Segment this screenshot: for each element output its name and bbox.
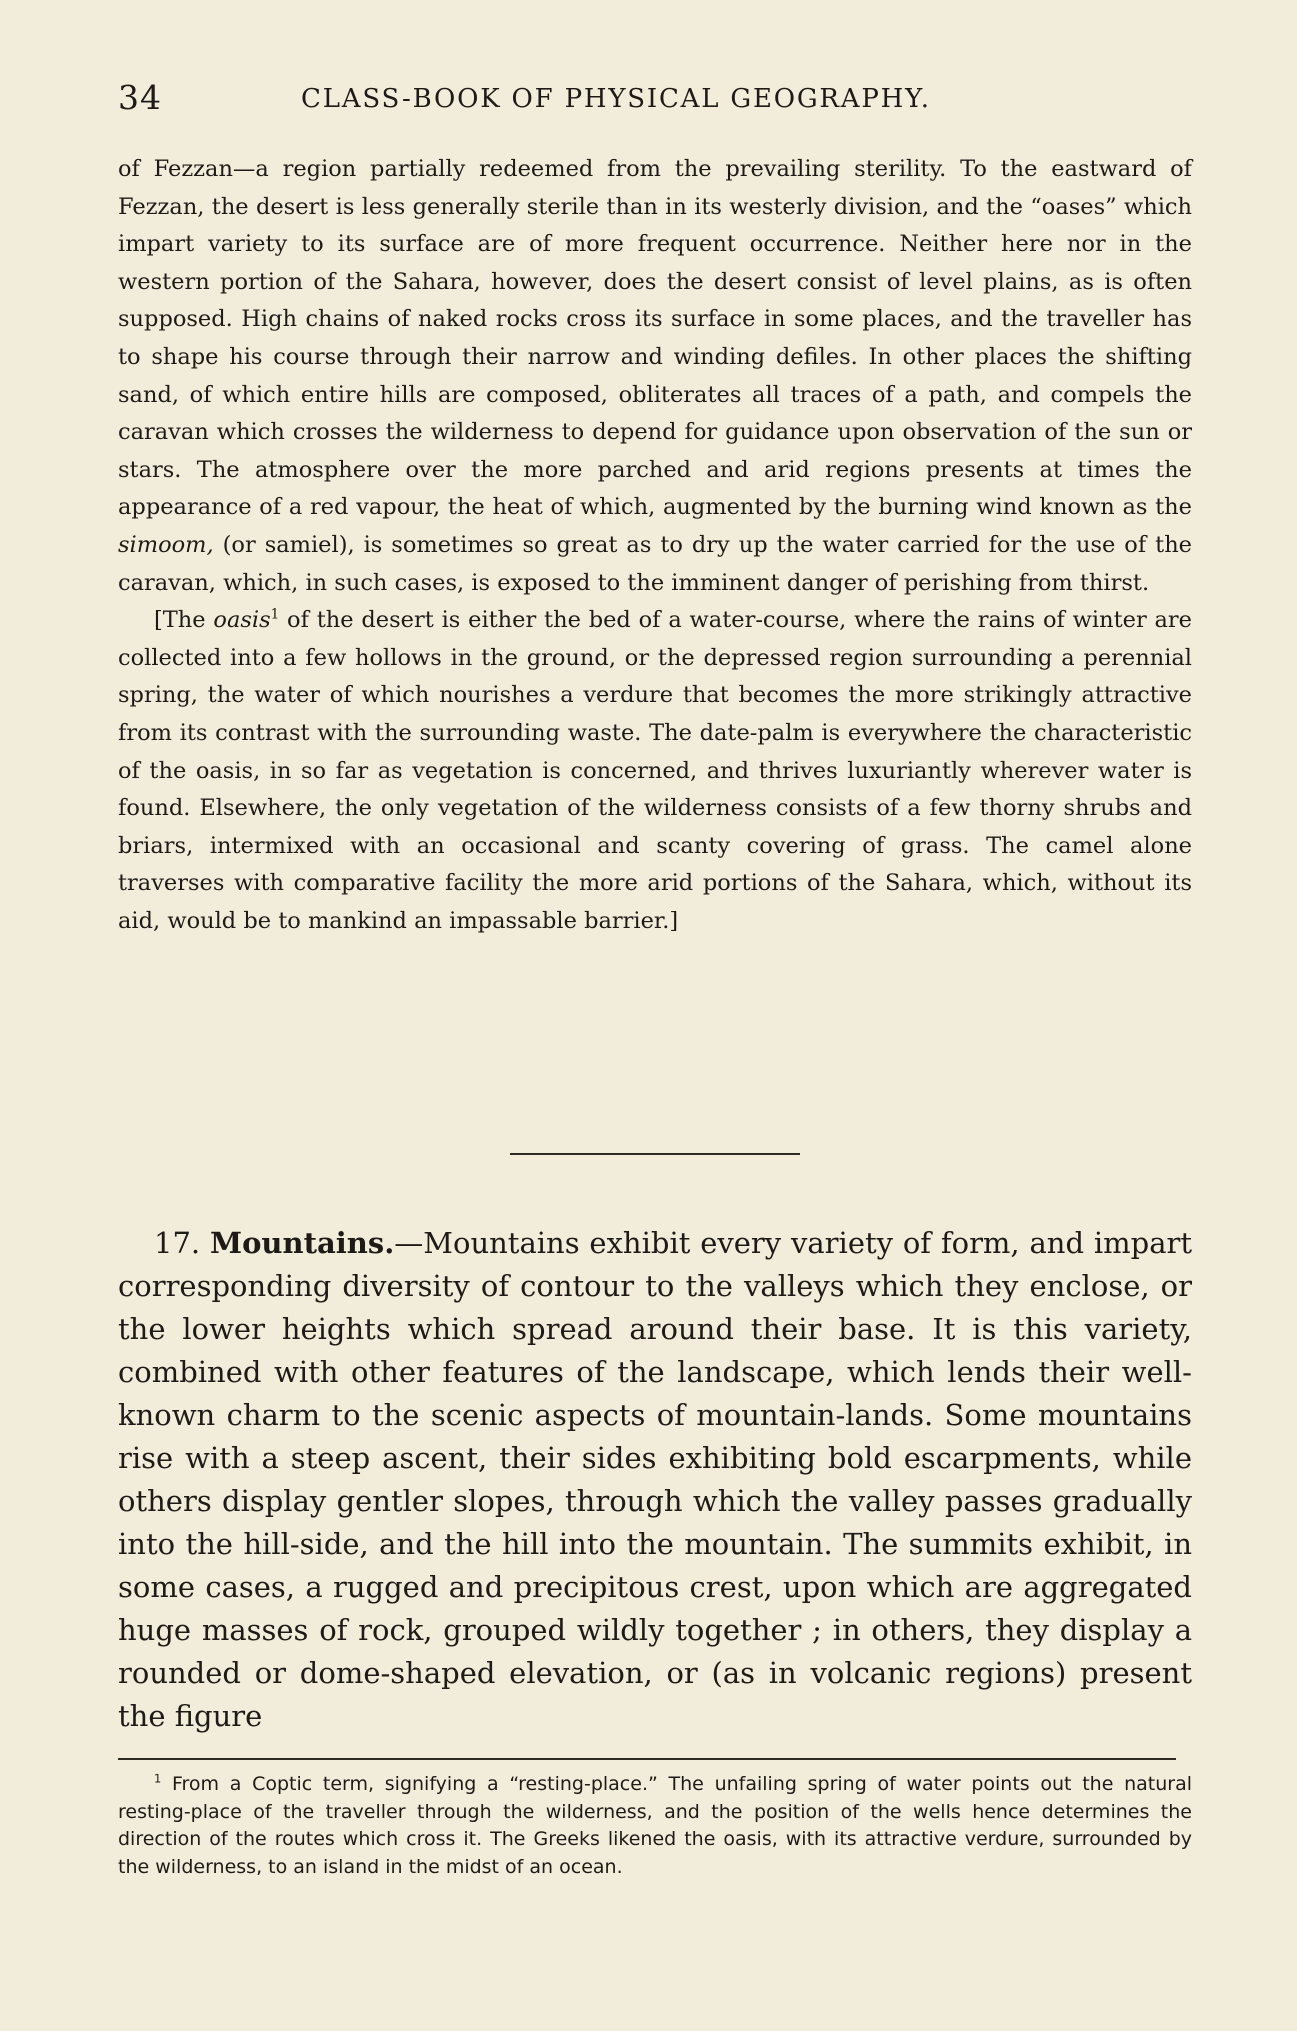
section-divider <box>510 1153 800 1155</box>
section-17-paragraph <box>118 1222 1192 1738</box>
simoom-term: simoom, <box>118 531 214 558</box>
page-number: 34 <box>118 78 162 117</box>
footnote <box>118 1771 1192 1881</box>
footnote-marker: 1 <box>154 1771 162 1786</box>
footnote-rule <box>118 1758 1176 1760</box>
paragraph-fezzan <box>118 151 1192 602</box>
footnote-paragraph <box>118 1771 1192 1881</box>
bracket-open: [The <box>154 607 214 634</box>
oasis-term: oasis <box>213 607 271 634</box>
page-header <box>118 78 1208 128</box>
large-type-text <box>118 1222 1192 1738</box>
section-heading: Mountains. <box>209 1226 395 1260</box>
paragraph-oasis-text: of the desert is either the bed of a water-course, where the rains of winter are collected into a few hollows in the ground, or the depressed region surrounding a perennial spring, the water of which nourishes a verdure that becomes the more strikingly attractive from its contrast with the surrounding waste. The date-palm is everywhere the characteristic of the oasis, in so far as vegetation is concerned, and thrives luxuriantly wherever water is found. Elsewhere, the only vegetation of the wilderness consists of a few thorny shrubs and briars, intermixed with an occasional and scanty covering of grass. The camel alone traverses with comparative facility the more arid portions of the Sahara, which, without its aid, would be to mankind an impassable barrier.] <box>118 607 1192 934</box>
small-type-text <box>118 151 1192 940</box>
footnote-text: From a Coptic term, signifying a “resting-place.” The unfailing spring of water points out the natural resting-place of the traveller through the wilderness, and the position of the wells hence determines the direction of the routes which cross it. The Greeks likened the oasis, with its attractive verdure, surrounded by the wilderness, to an island in the midst of an ocean. <box>118 1773 1192 1878</box>
paragraph-oasis <box>118 602 1192 940</box>
running-head: CLASS-BOOK OF PHYSICAL GEOGRAPHY. <box>301 84 931 114</box>
paragraph-fezzan-text: of Fezzan—a region partially redeemed from the prevailing sterility. To the eastward of Fezzan, the desert is less generally sterile than in its westerly division, and the “oases” which impart variety to its surface are of more frequent occurrence. Neither here nor in the western portion of the Sahara, however, does the desert consist of level plains, as is often supposed. High chains of naked rocks cross its surface in some places, and the traveller has to shape his course through their narrow and winding defiles. In other places the shifting sand, of which entire hills are composed, obliterates all traces of a path, and compels the caravan which crosses the wilderness to depend for guidance upon observation of the sun or stars. The atmosphere over the more parched and arid regions presents at times the appearance of a red vapour, the heat of which, augmented by the burning wind known as the <box>118 156 1192 521</box>
paragraph-fezzan-text-end: (or samiel), is sometimes so great as to dry up the water carried for the use of the caravan, which, in such cases, is exposed to the imminent danger of perishing from thirst. <box>118 531 1192 596</box>
footnote-reference[interactable]: 1 <box>270 606 280 623</box>
section-number: 17. <box>154 1226 210 1260</box>
section-17-text: —Mountains exhibit every variety of form, and impart corresponding diversity of contour to the valleys which they enclose, or the lower heights which spread around their base. It is this variety, combined with other features of the landscape, which lends their well-known charm to the scenic aspects of mountain-lands. Some mountains rise with a steep ascent, their sides exhibiting bold escarpments, while others display gentler slopes, through which the valley passes gradually into the hill-side, and the hill into the mountain. The summits exhibit, in some cases, a rugged and precipitous crest, upon which are aggregated huge masses of rock, grouped wildly together ; in others, they display a rounded or dome-shaped elevation, or (as in volcanic regions) present the figure <box>118 1226 1192 1733</box>
